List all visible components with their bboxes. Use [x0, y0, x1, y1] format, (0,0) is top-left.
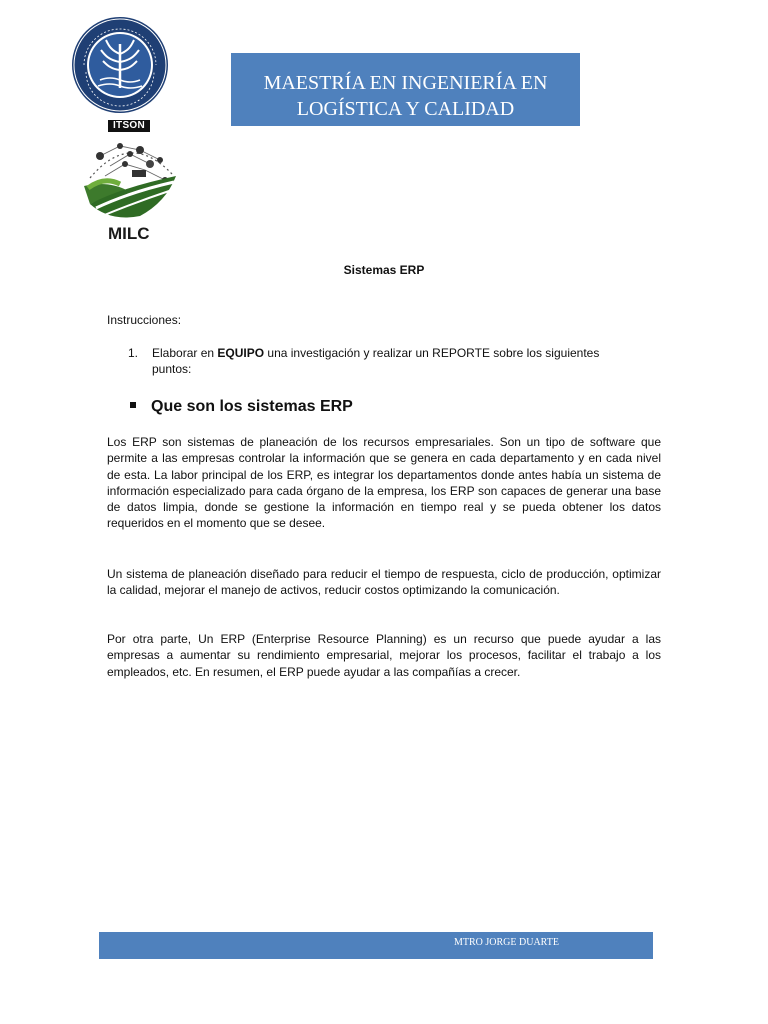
program-title-line2: LOGÍSTICA Y CALIDAD [296, 98, 515, 120]
itson-wordmark: ITSON [108, 120, 150, 132]
document-title: Sistemas ERP [343, 263, 425, 277]
list-text-bold: EQUIPO [217, 346, 265, 360]
list-number: 1. [128, 346, 139, 360]
list-text-before: Elaborar en [152, 346, 218, 360]
itson-seal-logo [70, 14, 170, 120]
section-heading [130, 398, 353, 416]
paragraph-1: Los ERP son sistemas de planeación de los recursos empresariales. Son un tipo de software que permite a las empresas controlar la información que se genera en cada departamento y en cada nivel de esta. La labor principal de los ERP, es integrar los departamentos donde antes había un sistema de información especializado para cada órgano de la empresa, los ERP son capaces de generar una base de datos limpia, donde se gestione la información en tiempo real y se pueda obtener los datos requeridos en el momento que se desee. [107, 435, 661, 531]
footer-bar [99, 932, 653, 959]
paragraph-3: Por otra parte, Un ERP (Enterprise Resource Planning) es un recurso que puede ayudar a las empresas a aumentar su rendimiento empresarial, mejorar los procesos, facilitar el trabajo a los empleados, etc. En resumen, el ERP puede ayudar a las compañías a crecer. [107, 632, 661, 679]
list-text-after: una investigación y realizar un REPORTE sobre los siguientes puntos: [152, 346, 600, 376]
instructions-label: Instrucciones: [107, 313, 182, 327]
square-bullet-icon [130, 402, 136, 408]
section-heading-text: Que son los sistemas ERP [151, 398, 353, 415]
milc-label: MILC [108, 224, 150, 243]
footer-author: MTRO JORGE DUARTE [454, 937, 559, 948]
paragraph-2: Un sistema de planeación diseñado para reducir el tiempo de respuesta, ciclo de producción, optimizar la calidad, mejorar el manejo de activos, reducir costos optimizando la comunicación. [107, 567, 661, 598]
program-title-banner [231, 53, 580, 126]
list-text [152, 345, 612, 377]
program-title-line1: MAESTRÍA EN INGENIERÍA EN [263, 72, 548, 94]
milc-logo [80, 136, 180, 222]
